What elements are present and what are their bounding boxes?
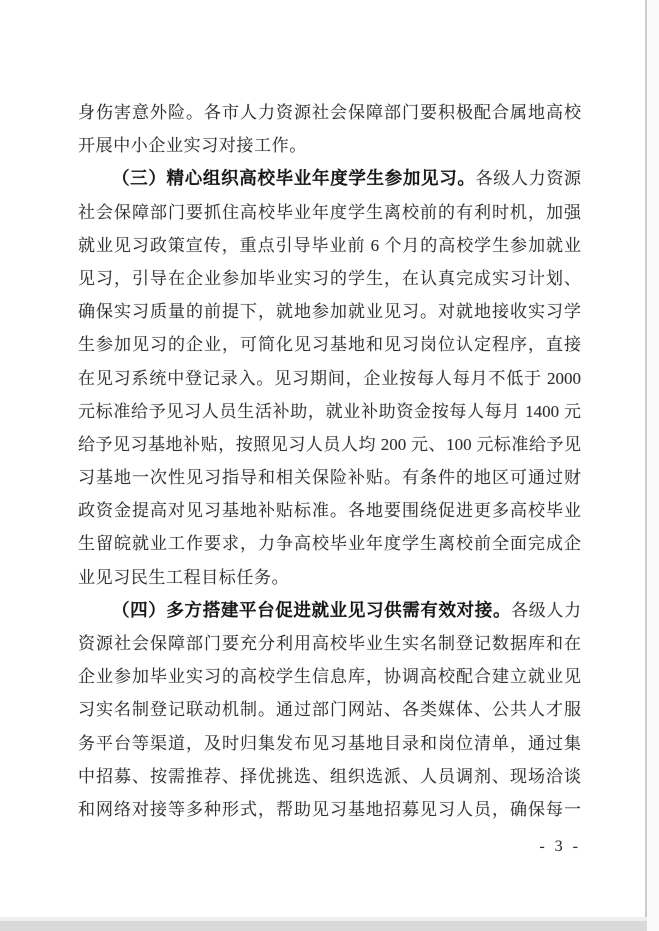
text-line: 中招募、按需推荐、择优挑选、组织选派、人员调剂、现场洽谈 [78, 766, 581, 786]
text-line: 元标准给予见习人员生活补助，就业补助资金按每人每月 1400 元 [78, 401, 581, 421]
text-line: 就业见习政策宣传，重点引导毕业前 6 个月的高校学生参加就业 [78, 235, 581, 255]
document-text-block [78, 96, 581, 826]
text-line: 给予见习基地补贴，按照见习人员人均 200 元、100 元标准给予见 [78, 434, 581, 454]
text-line: 生留皖就业工作要求，力争高校毕业年度学生离校前全面完成企 [78, 534, 581, 554]
text-line: 和网络对接等多种形式，帮助见习基地招募见习人员，确保每一 [78, 799, 581, 819]
text-line: 社会保障部门要抓住高校毕业年度学生离校前的有利时机，加强 [78, 202, 581, 222]
text-line: 务平台等渠道，及时归集发布见习基地目录和岗位清单，通过集 [78, 733, 581, 753]
text-line: 开展中小企业实习对接工作。 [78, 136, 307, 156]
section-heading-line: （四）多方搭建平台促进就业见习供需有效对接。各级人力 [112, 599, 582, 620]
text-line: 习实名制登记联动机制。通过部门网站、各类媒体、公共人才服 [78, 700, 581, 720]
text-line: 身伤害意外险。各市人力资源社会保障部门要积极配合属地高校 [78, 103, 581, 122]
text-line: 见习，引导在企业参加毕业实习的学生，在认真完成实习计划、 [78, 268, 581, 288]
section-heading-line: （三）精心组织高校毕业年度学生参加见习。各级人力资源 [112, 168, 582, 189]
text-line: 在见习系统中登记录入。见习期间，企业按每人每月不低于 2000 [78, 368, 581, 388]
page-number: - 3 - [539, 838, 581, 855]
text-line: 确保实习质量的前提下，就地参加就业见习。对就地接收实习学 [78, 302, 581, 322]
scan-background-bottom [0, 921, 647, 931]
text-line: 政资金提高对见习基地补贴标准。各地要围绕促进更多高校毕业 [78, 501, 581, 521]
text-line: 企业参加毕业实习的高校学生信息库，协调高校配合建立就业见 [78, 667, 581, 687]
text-line: 业见习民生工程目标任务。 [78, 567, 290, 587]
text-line: 资源社会保障部门要充分利用高校毕业生实名制登记数据库和在 [78, 634, 581, 653]
text-line: 生参加见习的企业，可简化见习基地和见习岗位认定程序，直接 [78, 335, 581, 355]
scan-background-right [647, 0, 659, 931]
text-line: 习基地一次性见习指导和相关保险补贴。有条件的地区可通过财 [78, 468, 581, 488]
